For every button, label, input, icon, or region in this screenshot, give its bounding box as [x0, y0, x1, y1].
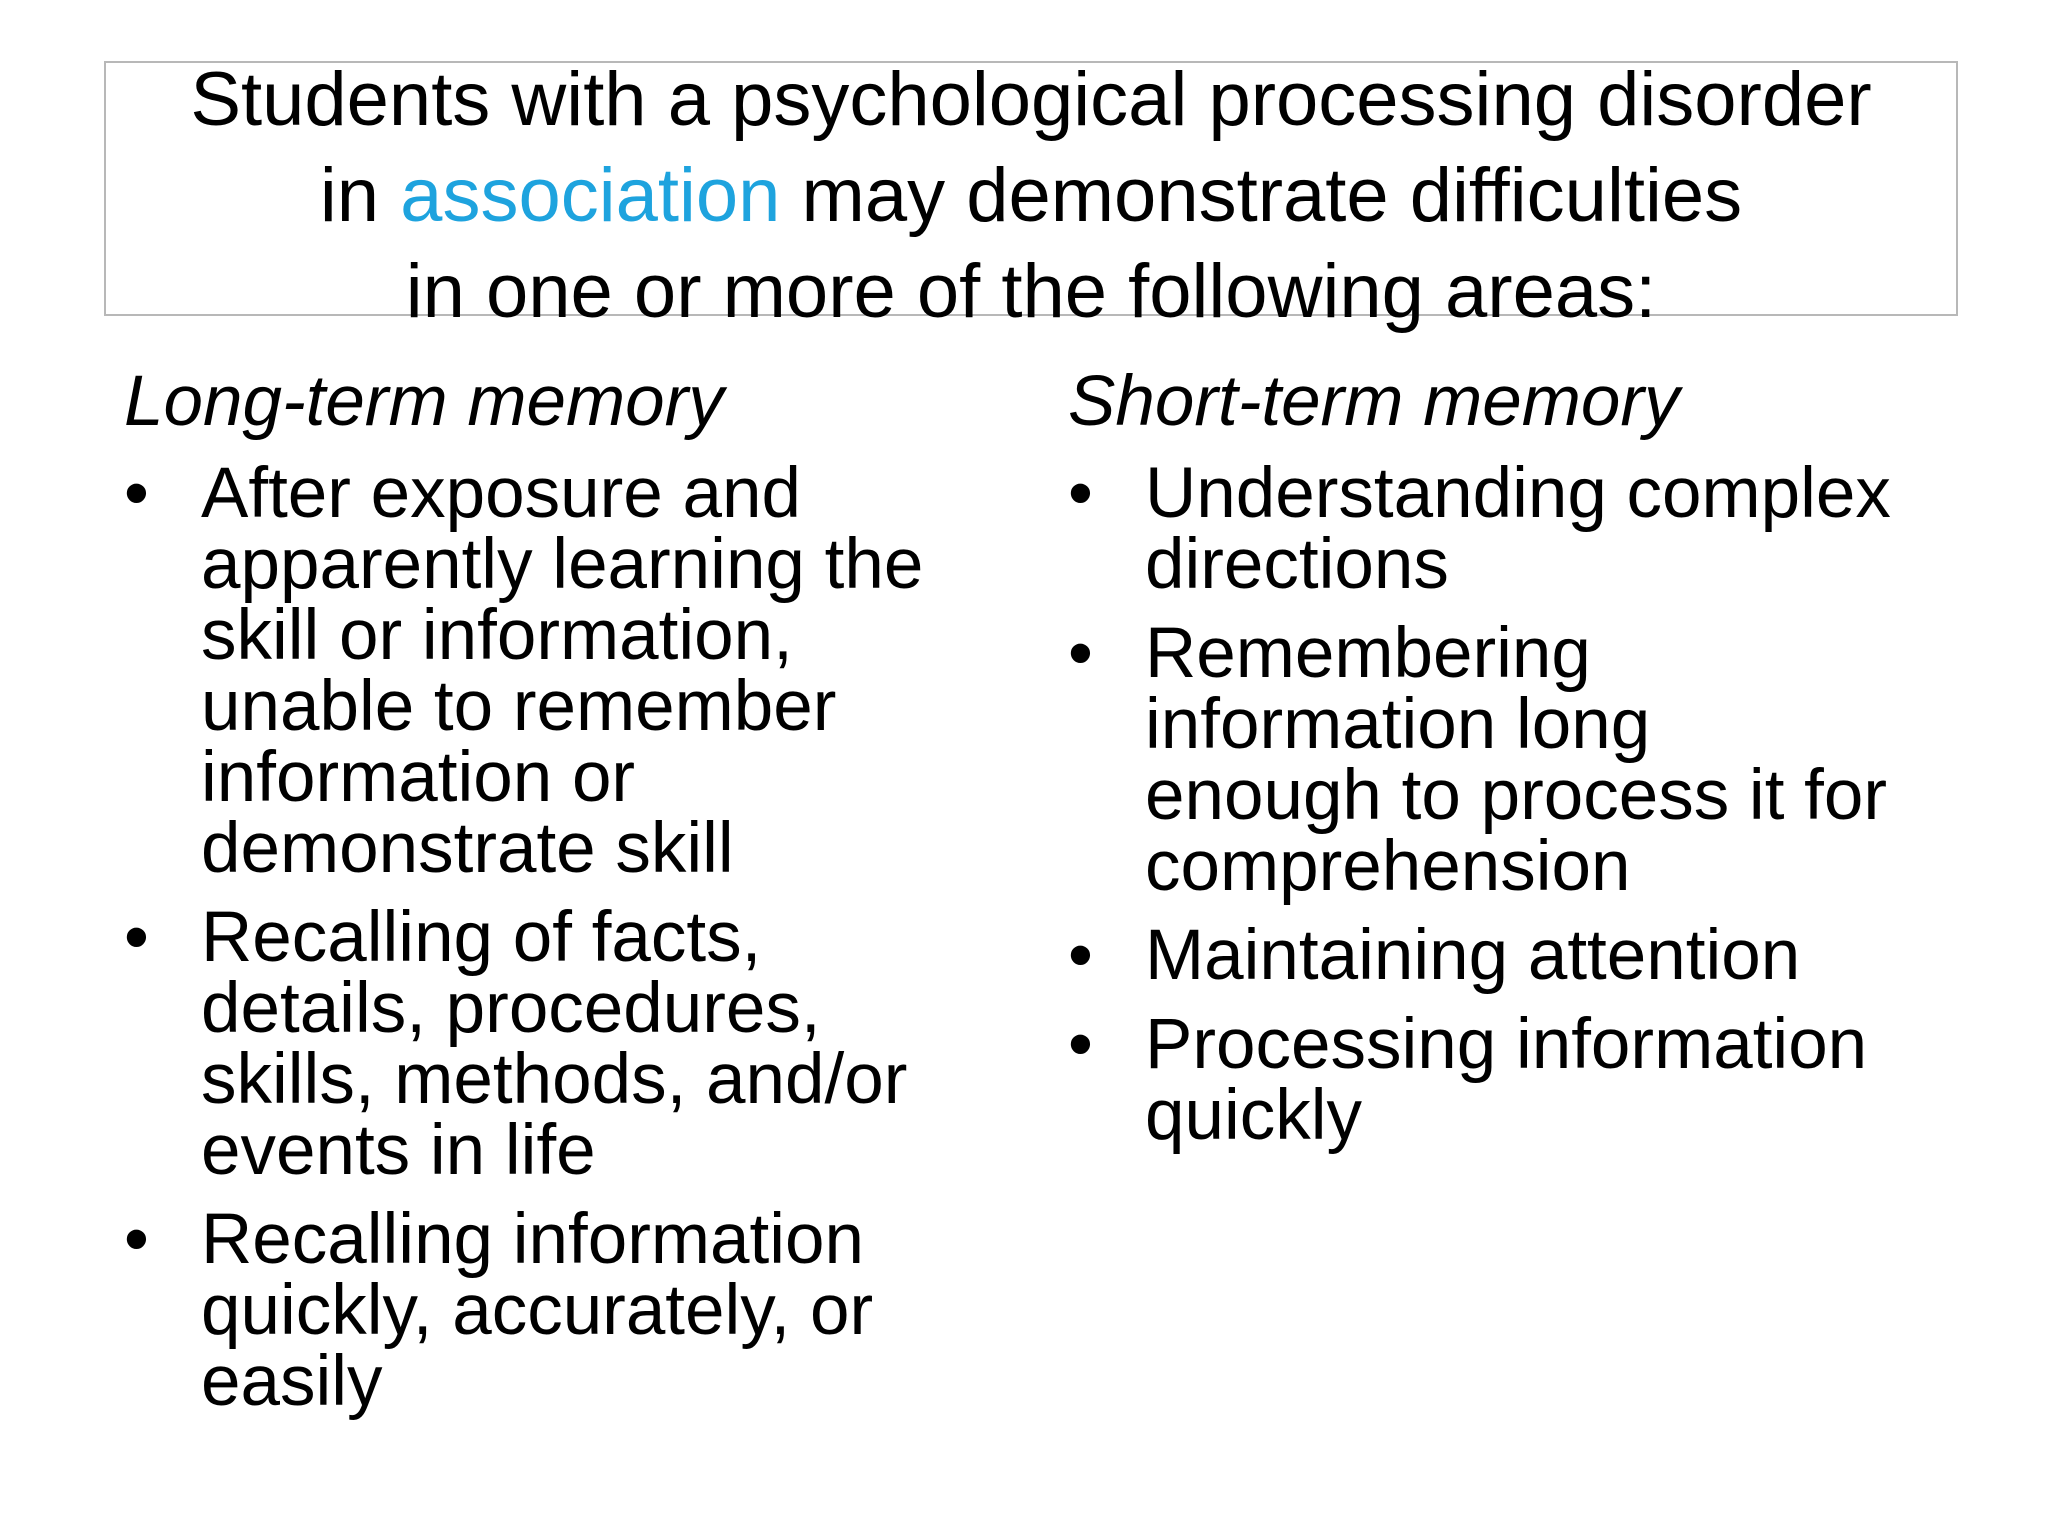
list-item-line: events in life [201, 1111, 596, 1190]
title-line-2-after: may demonstrate difficulties [780, 153, 1743, 238]
right-bullet-list [1068, 454, 1968, 1155]
title-accent-word: association [400, 153, 781, 238]
list-item-line: directions [1145, 525, 1449, 604]
list-item [1068, 1005, 1968, 1155]
list-item-line: unable to remember [201, 667, 837, 746]
list-item-line: After exposure and [201, 454, 801, 533]
title-line-1: Students with a psychological processing disorder [190, 57, 1872, 142]
list-item-line: apparently learning the [201, 525, 924, 604]
list-item [1068, 614, 1968, 906]
left-bullet-list [124, 454, 1024, 1421]
title-line-2 [104, 148, 1958, 244]
slide-title [104, 52, 1958, 340]
bullet-icon: • [1068, 454, 1093, 533]
list-item-line: easily [201, 1342, 383, 1421]
list-item-line: information or [201, 738, 636, 817]
right-column-heading: Short-term memory [1068, 362, 1680, 441]
list-item-line: details, procedures, [201, 969, 821, 1048]
list-item-line: skill or information, [201, 596, 793, 675]
title-line-3: in one or more of the following areas: [405, 249, 1657, 334]
list-item-line: Maintaining attention [1145, 916, 1801, 995]
list-item-line: Processing information [1145, 1005, 1868, 1084]
list-item-line: Recalling information [201, 1200, 864, 1279]
list-item-line: Understanding complex [1145, 454, 1891, 533]
right-column [1068, 360, 1968, 1169]
list-item-line: demonstrate skill [201, 809, 734, 888]
list-item-line: enough to process it for [1145, 756, 1887, 835]
list-item-line: information long [1145, 685, 1651, 764]
bullet-icon: • [1068, 614, 1093, 693]
list-item-line: Remembering [1145, 614, 1591, 693]
bullet-icon: • [124, 898, 149, 977]
left-column [124, 360, 1024, 1435]
list-item-line: comprehension [1145, 827, 1631, 906]
list-item [124, 454, 1024, 888]
bullet-icon: • [1068, 916, 1093, 995]
title-line-2-before: in [319, 153, 401, 238]
bullet-icon: • [124, 454, 149, 533]
list-item [124, 898, 1024, 1190]
bullet-icon: • [124, 1200, 149, 1279]
bullet-icon: • [1068, 1005, 1093, 1084]
list-item-line: skills, methods, and/or [201, 1040, 908, 1119]
list-item-line: quickly, accurately, or [201, 1271, 874, 1350]
list-item-line: quickly [1145, 1076, 1363, 1155]
list-item [1068, 916, 1968, 995]
list-item [1068, 454, 1968, 604]
list-item [124, 1200, 1024, 1421]
left-column-heading: Long-term memory [124, 362, 724, 441]
list-item-line: Recalling of facts, [201, 898, 762, 977]
